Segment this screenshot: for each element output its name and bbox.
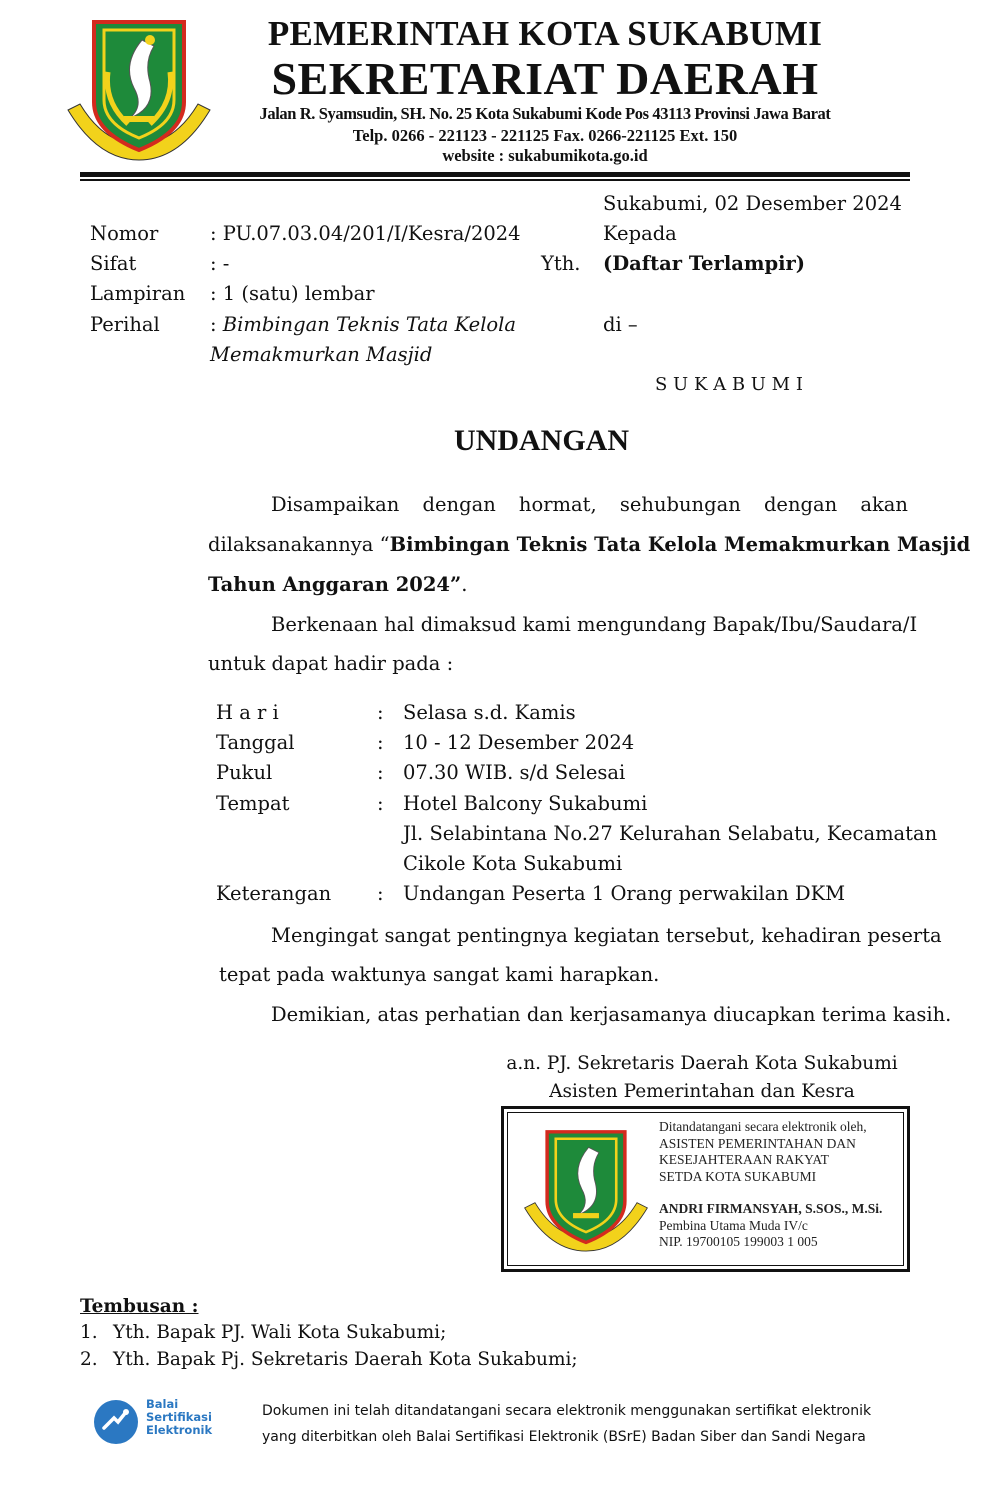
detail-value-hari: Selasa s.d. Kamis [403, 701, 576, 724]
stamp-line-2: ASISTEN PEMERINTAHAN DAN [659, 1135, 856, 1151]
meta-value-sifat: : - [210, 252, 230, 275]
recipient-city: S U K A B U M I [655, 374, 803, 395]
letter-heading: UNDANGAN [454, 424, 629, 457]
bsre-logo-text: Balai Sertifikasi Elektronik [146, 1397, 213, 1437]
detail-colon: : [377, 882, 384, 905]
detail-label-tempat: Tempat [216, 792, 290, 815]
meta-label-lampiran: Lampiran [90, 282, 186, 305]
paragraph-2-line-1: Berkenaan hal dimaksud kami mengundang Bapak/Ibu/Saudara/I [271, 613, 918, 636]
signer-name: ANDRI FIRMANSYAH, S.SOS., M.Si. [659, 1201, 883, 1216]
detail-label-hari: H a r i [216, 701, 279, 724]
meta-label-perihal: Perihal [90, 313, 160, 336]
stamp-emblem [516, 1123, 656, 1253]
tembusan-number: 2. [80, 1349, 98, 1370]
footer-line-2: yang diterbitkan oleh Balai Sertifikasi Elektronik (BSrE) Badan Siber dan Sandi Negara [262, 1429, 866, 1445]
yth-label: Yth. [541, 252, 581, 275]
paragraph-3-line-1: Mengingat sangat pentingnya kegiatan tersebut, kehadiran peserta [271, 924, 942, 947]
kop-divider-thin [80, 179, 910, 181]
signature-position: Asisten Pemerintahan dan Kesra [549, 1081, 855, 1102]
stamp-line-1: Ditandatangani secara elektronik oleh, [659, 1119, 867, 1134]
meta-value-perihal-line2: Memakmurkan Masjid [210, 343, 433, 366]
paragraph-1-line-1: Disampaikan dengan hormat, sehubungan dengan akan [271, 493, 908, 516]
signer-rank: Pembina Utama Muda IV/c [659, 1217, 808, 1233]
detail-value-tempat-address-2: Cikole Kota Sukabumi [403, 852, 623, 875]
recipient: (Daftar Terlampir) [603, 252, 806, 275]
meta-value-perihal: : Bimbingan Teknis Tata Kelola [210, 313, 517, 336]
signer-nip: NIP. 19700105 199003 1 005 [659, 1234, 818, 1249]
detail-colon: : [377, 792, 384, 815]
kop-address: Jalan R. Syamsudin, SH. No. 25 Kota Sukabumi Kode Pos 43113 Provinsi Jawa Barat [259, 104, 831, 123]
stamp-line-3: KESEJAHTERAAN RAKYAT [659, 1152, 829, 1167]
detail-label-pukul: Pukul [216, 761, 273, 784]
meta-value-lampiran: : 1 (satu) lembar [210, 282, 375, 305]
footer-line-1: Dokumen ini telah ditandatangani secara elektronik menggunakan sertifikat elektronik [262, 1403, 872, 1419]
detail-value-keterangan: Undangan Peserta 1 Orang perwakilan DKM [403, 882, 846, 905]
detail-colon: : [377, 761, 384, 784]
footer-disclaimer [262, 1398, 871, 1450]
letter-date: Sukabumi, 02 Desember 2024 [603, 192, 902, 215]
tembusan-number: 1. [80, 1322, 98, 1343]
detail-colon: : [377, 731, 384, 754]
signature-an: a.n. PJ. Sekretaris Daerah Kota Sukabumi [506, 1053, 898, 1074]
detail-value-pukul: 07.30 WIB. s/d Selesai [403, 761, 626, 784]
tembusan-title: Tembusan : [80, 1296, 199, 1317]
kop-title-sekretariat: SEKRETARIAT DAERAH [271, 53, 819, 104]
detail-colon: : [377, 701, 384, 724]
detail-label-tanggal: Tanggal [216, 731, 295, 754]
tembusan-item: Yth. Bapak PJ. Wali Kota Sukabumi; [113, 1322, 447, 1343]
e-signature-stamp [501, 1106, 910, 1272]
kop-divider-thick [80, 172, 910, 177]
kop-website: website : sukabumikota.go.id [442, 146, 648, 165]
meta-label-nomor: Nomor [90, 222, 159, 245]
di-label: di – [603, 313, 638, 336]
paragraph-1-line-3: Tahun Anggaran 2024”. [208, 573, 468, 596]
meta-value-nomor: : PU.07.03.04/201/I/Kesra/2024 [210, 222, 521, 245]
bsre-logo-icon [92, 1398, 140, 1446]
kepada-label: Kepada [603, 222, 677, 245]
tembusan-item: Yth. Bapak Pj. Sekretaris Daerah Kota Sukabumi; [113, 1349, 578, 1370]
kop-phone: Telp. 0266 - 221123 - 221125 Fax. 0266-221125 Ext. 150 [352, 126, 738, 145]
paragraph-3-line-2: tepat pada waktunya sangat kami harapkan. [219, 963, 660, 986]
paragraph-4: Demikian, atas perhatian dan kerjasamanya diucapkan terima kasih. [271, 1003, 952, 1026]
paragraph-1-line-2: dilaksanakannya “Bimbingan Teknis Tata Kelola Memakmurkan Masjid [208, 533, 971, 556]
detail-value-tempat-address-1: Jl. Selabintana No.27 Kelurahan Selabatu, Kecamatan [403, 822, 938, 845]
detail-value-tanggal: 10 - 12 Desember 2024 [403, 731, 635, 754]
paragraph-2-line-2: untuk dapat hadir pada : [208, 652, 454, 675]
stamp-line-4: SETDA KOTA SUKABUMI [659, 1168, 817, 1184]
kop-title-pemerintah: PEMERINTAH KOTA SUKABUMI [267, 14, 823, 53]
meta-label-sifat: Sifat [90, 252, 137, 275]
detail-label-keterangan: Keterangan [216, 882, 332, 905]
detail-value-tempat: Hotel Balcony Sukabumi [403, 792, 648, 815]
